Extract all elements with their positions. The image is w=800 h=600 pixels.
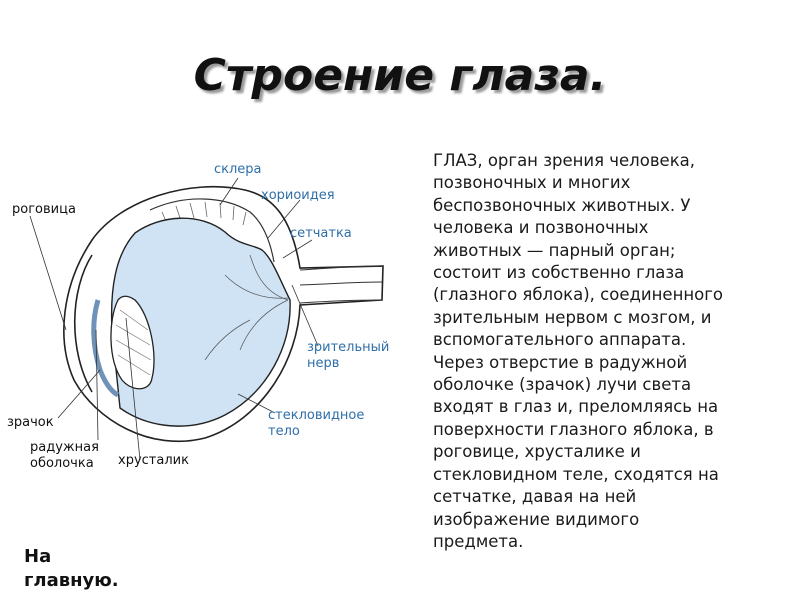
label-sclera: склера (214, 162, 262, 177)
label-choroid: хориоидея (261, 188, 335, 203)
label-cornea: роговица (12, 202, 76, 217)
label-iris: радужная оболочка (30, 440, 99, 471)
label-optic-nerve: зрительный нерв (307, 340, 390, 371)
description-text: ГЛАЗ, орган зрения человека, позвоночных и многих беспозвоночных животных. У человека и позвоночных животных — парный орган; состоит из собственно глаза (глазного яблока), соединенного зрительным нервом с мозгом, и вспомогательного аппарата. Через отверстие в радужной оболочке (зрачок) лучи света входят в глаз и, преломляясь на поверхности глазного яблока, в роговице, хрусталике и стекловидном теле, сходятся на сетчатке, давая на ней изображение видимого предмета. (433, 151, 723, 551)
label-retina: сетчатка (290, 226, 352, 241)
label-pupil: зрачок (7, 415, 54, 430)
home-link[interactable]: На главную. (24, 546, 119, 591)
label-lens: хрусталик (118, 453, 189, 468)
page-title: Строение глаза. (193, 50, 607, 101)
label-vitreous: стекловидное тело (268, 408, 365, 439)
